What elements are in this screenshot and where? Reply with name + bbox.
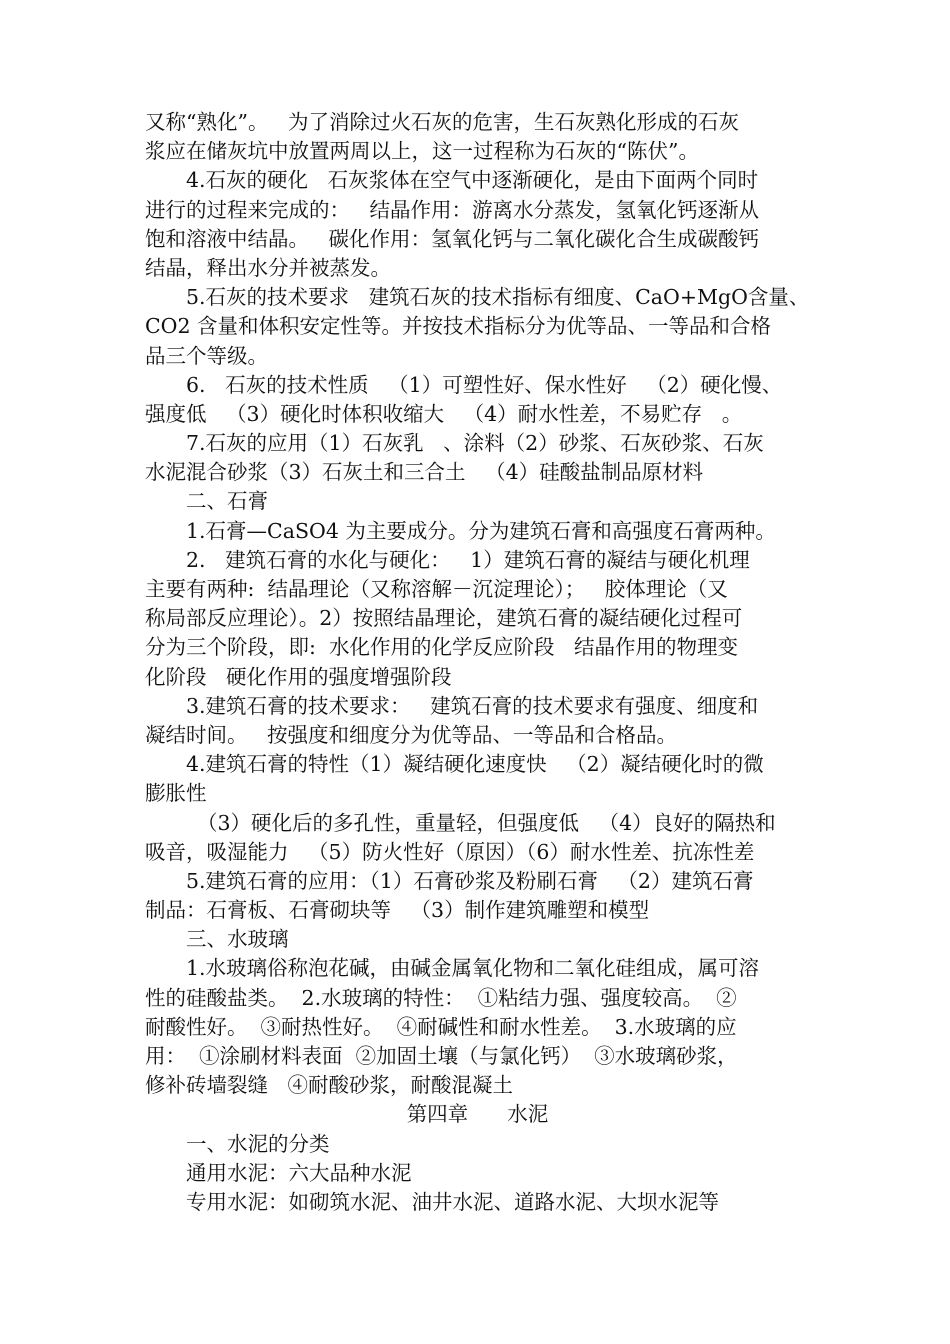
text-line: 1.水玻璃俗称泡花碱，由碱金属氧化物和二氧化硅组成，属可溶 — [186, 956, 760, 981]
text-line: 凝结时间。 按强度和细度分为优等品、一等品和合格品。 — [145, 722, 678, 747]
text-line: CO2 含量和体积安定性等。并按技术指标分为优等品、一等品和合格 — [145, 314, 772, 339]
text-line: 分为三个阶段，即: 水化作用的化学反应阶段 结晶作用的物理变 — [145, 635, 738, 660]
section-heading: 一、水泥的分类 — [186, 1131, 330, 1156]
text-line: 修补砖墙裂缝 ④耐酸砂浆，耐酸混凝土 — [145, 1073, 514, 1098]
text-line: 6. 石灰的技术性质 （1）可塑性好、保水性好 （2）硬化慢、 — [186, 372, 783, 397]
section-heading: 二、石膏 — [186, 489, 268, 514]
text-line: 结晶，释出水分并被蒸发。 — [145, 255, 391, 280]
text-line: 用： ①涂刷材料表面 ②加固土壤（与氯化钙） ③水玻璃砂浆， — [145, 1044, 738, 1068]
text-line: 又称“熟化”。 为了消除过火石灰的危害，生石灰熟化形成的石灰 — [145, 110, 740, 134]
text-line: 水泥混合砂浆（3）石灰土和三合土 （4）硅酸盐制品原材料 — [145, 460, 704, 485]
text-line: 进行的过程来完成的： 结晶作用：游离水分蒸发，氢氧化钙逐渐从 — [145, 197, 760, 222]
text-line: 5.石灰的技术要求 建筑石灰的技术指标有细度、CaO+MgO含量、 — [186, 285, 810, 310]
text-line: 主要有两种: 结晶理论（又称溶解－沉淀理论）； 胶体理论（又 — [145, 577, 728, 601]
text-line: 1.石膏—CaSO4 为主要成分。分为建筑石膏和高强度石膏两种。 — [186, 518, 776, 543]
text-line: 强度低 （3）硬化时体积收缩大 （4）耐水性差，不易贮存 。 — [145, 401, 743, 426]
text-line: 品三个等级。 — [145, 343, 268, 368]
text-line: 3.建筑石膏的技术要求： 建筑石膏的技术要求有强度、细度和 — [186, 693, 759, 718]
text-line: 4.石灰的硬化 石灰浆体在空气中逐渐硬化，是由下面两个同时 — [186, 168, 759, 193]
text-line: 化阶段 硬化作用的强度增强阶段 — [145, 664, 452, 689]
text-line: 4.建筑石膏的特性（1）凝结硬化速度快 （2）凝结硬化时的微 — [186, 752, 764, 777]
text-line: 5.建筑石膏的应用：（1）石膏砂浆及粉刷石膏 （2）建筑石膏 — [186, 868, 754, 893]
text-line: （3）硬化后的多孔性，重量轻，但强度低 （4）良好的隔热和 — [197, 810, 776, 835]
section-heading: 三、水玻璃 — [186, 927, 289, 952]
text-line: 膨胀性 — [145, 781, 207, 806]
chapter-title: 第四章 水泥 — [406, 1102, 549, 1127]
document-body — [145, 108, 810, 1217]
text-line: 专用水泥：如砌筑水泥、油井水泥、道路水泥、大坝水泥等 — [186, 1189, 719, 1214]
text-line: 7.石灰的应用（1）石灰乳 、涂料（2）砂浆、石灰砂浆、石灰 — [186, 431, 764, 456]
text-line: 饱和溶液中结晶。 碳化作用：氢氧化钙与二氧化碳化合生成碳酸钙 — [145, 226, 760, 251]
text-line: 性的硅酸盐类。 2.水玻璃的特性： ①粘结力强、强度较高。 ② — [145, 985, 737, 1010]
text-line: 耐酸性好。 ③耐热性好。 ④耐碱性和耐水性差。 3.水玻璃的应 — [145, 1014, 737, 1039]
text-line: 2. 建筑石膏的水化与硬化： 1）建筑石膏的凝结与硬化机理 — [186, 547, 750, 572]
text-line: 称局部反应理论）。2）按照结晶理论，建筑石膏的凝结硬化过程可 — [145, 606, 743, 631]
text-line: 通用水泥：六大品种水泥 — [186, 1160, 412, 1185]
text-line: 浆应在储灰坑中放置两周以上，这一过程称为石灰的“陈伏”。 — [145, 139, 699, 164]
text-line: 吸音，吸湿能力 （5）防火性好（原因）（6）耐水性差、抗冻性差 — [145, 839, 755, 864]
text-line: 制品：石膏板、石膏砌块等 （3）制作建筑雕塑和模型 — [145, 898, 650, 923]
